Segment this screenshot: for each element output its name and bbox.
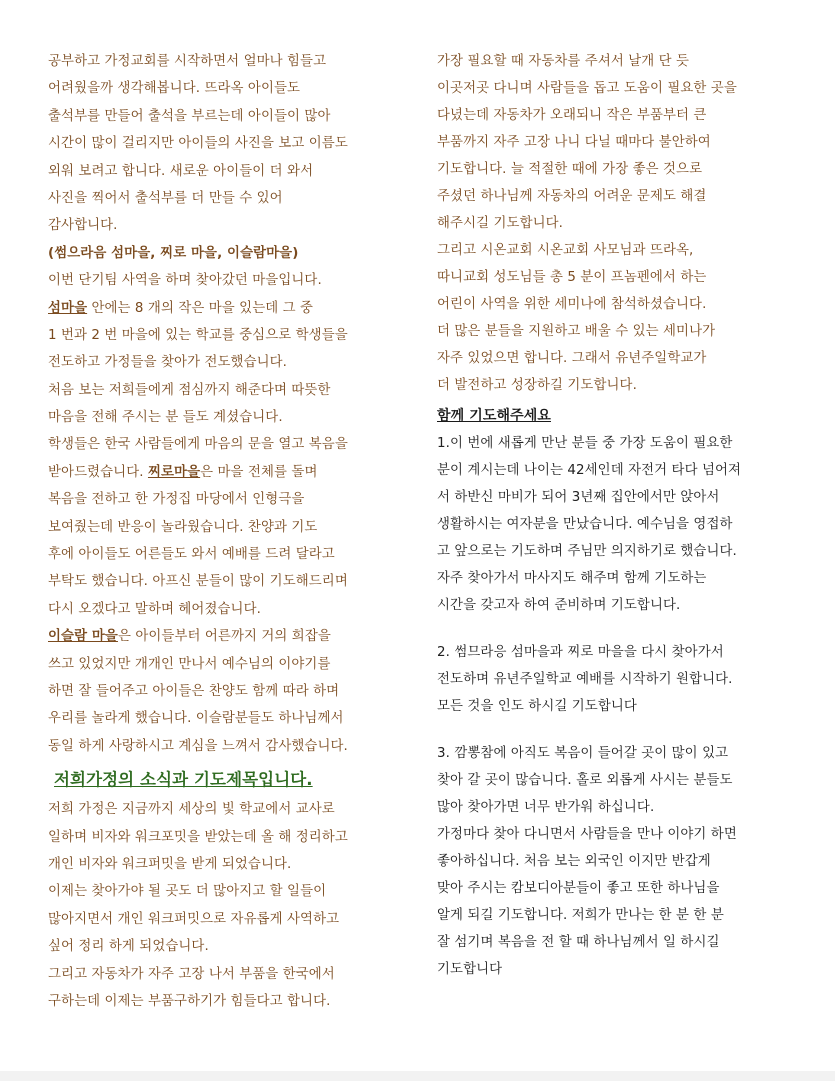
text-line: 그리고 자동차가 자주 고장 나서 부품을 한국에서 <box>48 966 335 982</box>
text-line <box>48 623 408 650</box>
text-line: 복음을 전하고 한 가정집 마당에서 인형극을 <box>48 492 305 508</box>
text-line: 많아지면서 개인 워크퍼밋으로 자유롭게 사역하고 <box>48 911 340 927</box>
left-column <box>48 48 408 1015</box>
text-line: 사진을 찍어서 출석부를 더 만들 수 있어 <box>48 190 283 206</box>
text-line: 싶어 정리 하게 되었습니다. <box>48 939 209 955</box>
text-line: 전도하고 가정들을 찾아가 전도했습니다. <box>48 355 288 371</box>
text-line: 그리고 시온교회 시온교회 사모님과 뜨라옥, <box>437 243 694 258</box>
text-line: 이제는 찾아가야 될 곳도 더 많아지고 할 일들이 <box>48 884 327 900</box>
family-paragraph <box>48 796 408 1015</box>
text-line: 더 많은 분들을 지원하고 배울 수 있는 세미나가 <box>437 324 716 339</box>
text-line: 시간이 많이 걸리지만 아이들의 사진을 보고 이름도 <box>48 136 348 152</box>
text-line: 분이 계시는데 나이는 42세인데 자전거 타다 넘어져 <box>437 463 742 478</box>
text-line: 다녔는데 자동차가 오래되니 작은 부품부터 큰 <box>437 108 707 123</box>
text-line: 해주시길 기도합니다. <box>437 216 564 231</box>
spacer <box>437 619 792 639</box>
jjiro-village-text: 은 마을 전체를 돌며 <box>200 464 318 480</box>
text-line: 가장 필요할 때 자동차를 주셔서 날개 단 듯 <box>437 54 690 69</box>
text-line: 2. 썸므라응 섬마을과 찌로 마을을 다시 찾아가서 <box>437 645 724 660</box>
text-line: 어려웠을까 생각해봅니다. 뜨라옥 아이들도 <box>48 81 301 97</box>
text-line: 찾아 갈 곳이 많습니다. 홀로 외롭게 사시는 분들도 <box>437 773 733 788</box>
text-line: 동일 하게 사랑하시고 계심을 느껴서 감사했습니다. <box>48 738 348 754</box>
text-line: 많아 찾아가면 너무 반가워 하십니다. <box>437 800 655 815</box>
seom-village-label: 섬마을 <box>48 300 88 316</box>
spacer <box>437 720 792 740</box>
text-line: 고 앞으로는 기도하며 주님만 의지하기로 했습니다. <box>437 544 737 559</box>
text-line: 다시 오겠다고 말하며 헤어졌습니다. <box>48 601 261 617</box>
right-column <box>437 48 792 983</box>
text-line: 가정마다 찾아 다니면서 사람들을 만나 이야기 하면 <box>437 827 737 842</box>
text-line: 이곳저곳 다니며 사람들을 돕고 도움이 필요한 곳을 <box>437 81 737 96</box>
text-line: 잘 섬기며 복음을 전 할 때 하나님께서 일 하시길 <box>437 935 720 950</box>
islam-village-text: 은 아이들부터 어른까지 거의 희잡을 <box>117 629 331 645</box>
attendance-paragraph <box>48 48 408 240</box>
text-line: 기도합니다 <box>437 962 503 977</box>
text-line: 처음 보는 저희들에게 점심까지 해준다며 따뜻한 <box>48 382 331 398</box>
islam-village-paragraph <box>48 623 408 760</box>
prayer-item-1 <box>437 430 792 619</box>
jjiro-prefix: 받아드렸습니다. <box>48 464 148 480</box>
page-bottom-edge <box>0 1071 835 1081</box>
text-line: 더 발전하고 성장하길 기도합니다. <box>437 378 637 393</box>
text-line <box>48 459 408 486</box>
text-line: 부탁도 했습니다. 아프신 분들이 많이 기도해드리며 <box>48 574 348 590</box>
text-line: 외워 보려고 합니다. 새로운 아이들이 더 와서 <box>48 163 314 179</box>
text-line: 후에 아이들도 어른들도 와서 예배를 드려 달라고 <box>48 547 335 563</box>
text-line: 학생들은 한국 사람들에게 마음의 문을 열고 복음을 <box>48 437 348 453</box>
text-line: 1.이 번에 새롭게 만난 분들 중 가장 도움이 필요한 <box>437 436 733 451</box>
prayer-heading: 함께 기도해주세요 <box>437 408 551 424</box>
seom-village-paragraph <box>48 295 408 459</box>
text-line: 좋아하십니다. 처음 보는 외국인 이지만 반갑게 <box>437 854 711 869</box>
jjiro-village-label: 찌로마을 <box>147 464 201 480</box>
text-line: 시간을 갖고자 하여 준비하며 기도합니다. <box>437 598 681 613</box>
text-line: 구하는데 이제는 부품구하기가 힘들다고 합니다. <box>48 993 331 1009</box>
text-line: 출석부를 만들어 출석을 부르는데 아이들이 많아 <box>48 108 331 124</box>
islam-village-label: 이슬람 마을 <box>48 629 118 645</box>
jjiro-village-paragraph <box>48 459 408 623</box>
villages-intro: 이번 단기팀 사역을 하며 찾아갔던 마을입니다. <box>48 273 322 289</box>
text-line: 우리를 놀라게 했습니다. 이슬람분들도 하나님께서 <box>48 711 344 727</box>
text-line: 자주 찾아가서 마사지도 해주며 함께 기도하는 <box>437 571 707 586</box>
text-line: 전도하며 유년주일학교 예배를 시작하기 원합니다. <box>437 672 733 687</box>
text-line: 어린이 사역을 위한 세미나에 참석하셨습니다. <box>437 297 707 312</box>
text-line: 서 하반신 마비가 되어 3년째 집안에서만 앉아서 <box>437 490 720 505</box>
text-line: 생활하시는 여자분을 만났습니다. 예수님을 영접하 <box>437 517 733 532</box>
car-seminar-paragraph <box>437 48 792 399</box>
text-line: 3. 깜뽕참에 아직도 복음이 들어갈 곳이 많이 있고 <box>437 746 729 761</box>
text-line: 하면 잘 들어주고 아이들은 찬양도 함께 따라 하며 <box>48 683 340 699</box>
seom-village-text: 안에는 8 개의 작은 마을 있는데 그 중 <box>87 300 314 316</box>
text-line <box>48 295 408 322</box>
text-line: 기도합니다. 늘 적절한 때에 가장 좋은 것으로 <box>437 162 703 177</box>
text-line: 감사합니다. <box>48 218 118 234</box>
prayer-items <box>437 430 792 983</box>
text-line: 자주 있었으면 합니다. 그래서 유년주일학교가 <box>437 351 707 366</box>
text-line: 저희 가정은 지금까지 세상의 빛 학교에서 교사로 <box>48 802 335 818</box>
text-line: 마음을 전해 주시는 분 들도 계셨습니다. <box>48 410 283 426</box>
text-line: 따니교회 성도님들 총 5 분이 프놈펜에서 하는 <box>437 270 707 285</box>
text-line: 알게 되길 기도합니다. 저희가 만나는 한 분 한 분 <box>437 908 724 923</box>
text-line: 1 번과 2 번 마을에 있는 학교를 중심으로 학생들을 <box>48 327 348 343</box>
villages-heading: (썸으라음 섬마을, 찌로 마을, 이슬람마을) <box>48 245 299 261</box>
text-line: 주셨던 하나님께 자동차의 어려운 문제도 해결 <box>437 189 707 204</box>
text-line: 공부하고 가정교회를 시작하면서 얼마나 힘들고 <box>48 54 327 69</box>
text-line: 모든 것을 인도 하시길 기도합니다 <box>437 699 637 714</box>
text-line: 부품까지 자주 고장 나니 다닐 때마다 불안하여 <box>437 135 711 150</box>
text-line: 보여줬는데 반응이 놀라웠습니다. 찬양과 기도 <box>48 519 318 535</box>
prayer-item-3 <box>437 740 792 983</box>
text-line: 쓰고 있었지만 개개인 만나서 예수님의 이야기를 <box>48 656 331 672</box>
family-news-heading: 저희가정의 소식과 기도제목입니다. <box>54 770 313 790</box>
text-line: 맞아 주시는 캄보디아분들이 좋고 또한 하나님을 <box>437 881 720 896</box>
text-line: 개인 비자와 워크퍼밋을 받게 되었습니다. <box>48 856 292 872</box>
text-line: 일하며 비자와 워크포밋을 받았는데 올 해 정리하고 <box>48 829 348 845</box>
prayer-item-2 <box>437 639 792 720</box>
